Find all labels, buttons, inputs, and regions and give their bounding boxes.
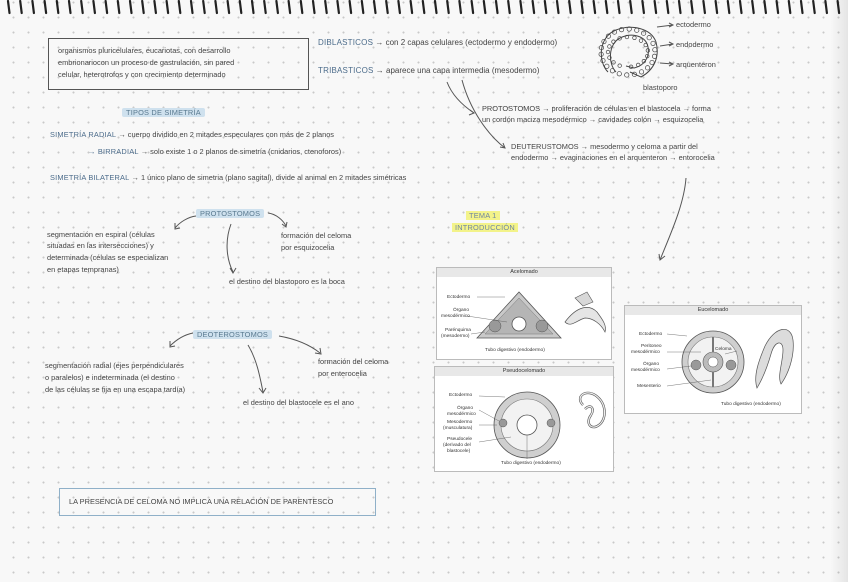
figure-pseudocelomado xyxy=(434,366,614,472)
pseudocelomado-pseudocele-2: (derivado del xyxy=(443,443,471,448)
acelomado-ectodermo: Ectodermo xyxy=(447,295,471,300)
gastrula-drawing xyxy=(596,22,666,87)
simetria-birradial-label: → BIRRADIAL xyxy=(88,147,139,156)
deuterostomos-bottom: el destino del blastocele es el ano xyxy=(243,398,354,407)
deuterostomos-map-title: DEOTEROSTOMOS xyxy=(193,330,272,340)
protostomos-left-4: en etapas tempranas) xyxy=(47,265,119,274)
simetria-bilateral-line xyxy=(50,173,406,183)
deuterostomos-top-line-1: DEUTERUSTOMOS → mesodermo y celoma a partir del xyxy=(511,142,698,151)
pseudocelomado-organo-2: mesodérmico xyxy=(447,412,476,417)
intro-definition-box xyxy=(48,38,309,90)
footer-note-text: LA PRESENCIA DE CELOMA NO IMPLICA UNA RELACIÓN DE PARENTESCO xyxy=(69,497,334,506)
simetria-bilateral-text: → 1 único plano de simetria (plano sagital), divide al animal en 2 mitades simétricas xyxy=(131,173,407,182)
deuterostomos-left-1: segmentación radial (ejes perpendiculares xyxy=(45,361,184,370)
intro-line-1: organismos pluricelulares, eucariotas, con desarrollo xyxy=(58,46,231,55)
acelomado-parenquima-2: (mesodermo) xyxy=(441,334,470,339)
acelomado-title: Acelomado xyxy=(437,268,611,277)
label-arquenteron: arquenteron xyxy=(676,60,716,69)
simetria-birradial-text: → solo existe 1 o 2 planos de simetría (cnidarios, ctenoforos) xyxy=(140,147,342,156)
protostomos-bottom: el destino del blastoporo es la boca xyxy=(229,277,345,286)
intro-line-2: embrionariocon un proceso de gastrulación, sin pared xyxy=(58,58,235,67)
tema-subtitle: INTRODUCCIÓN xyxy=(452,223,518,233)
protostomos-top-line-1: PROTOSTOMOS → proliferación de células en el blastocela → forma xyxy=(482,104,711,113)
figure-acelomado xyxy=(436,267,612,360)
eucelomado-organo-2: mesodérmico xyxy=(631,368,660,373)
eucelomado-mesenterio: Mesenterio xyxy=(637,384,661,389)
acelomado-tubo: Tubo digestivo (endodermo) xyxy=(485,348,545,353)
simetria-heading: TIPOS DE SIMETRÍA xyxy=(122,108,205,118)
simetria-radial-label: SIMETRÍA RADIAL xyxy=(50,130,117,139)
protostomos-top-line-2: un cordón maciza mesodérmico → cavidades colón → esquizocelia xyxy=(482,115,704,124)
acelomado-organo-2: mesodérmico xyxy=(441,314,470,319)
eucelomado-ectodermo: Ectodermo xyxy=(639,332,663,337)
simetria-birradial-line xyxy=(88,147,341,157)
label-ectodermo: ectodermo xyxy=(676,20,711,29)
eucelomado-celoma: Celoma xyxy=(715,347,732,352)
eucelomado-title: Eucelomado xyxy=(625,306,801,315)
diblasticos-text: → con 2 capas celulares (ectodermo y endodermo) xyxy=(375,38,558,47)
protostomos-right-1: formación del celoma xyxy=(281,231,352,240)
pseudocelomado-diagram xyxy=(435,367,613,471)
tema-title: TEMA 1 xyxy=(466,211,500,221)
acelomado-organo-1: Órgano xyxy=(453,308,469,313)
deuterostomos-right-2: por enterocelia xyxy=(318,369,367,378)
pseudocelomado-pseudocele-3: blastocele) xyxy=(447,449,471,454)
pseudocelomado-tubo: Tubo digestivo (endodermo) xyxy=(501,461,561,466)
pseudocelomado-mesodermo-2: (musculatura) xyxy=(443,426,473,431)
intro-line-3: celular, heterotrofos y con crecimiento determinado xyxy=(58,70,226,79)
simetria-radial-text: → cuerpo dividido en 2 mitades especulares con más de 2 planos xyxy=(118,130,334,139)
eucelomado-diagram xyxy=(625,306,801,413)
eucelomado-organo-1: Órgano xyxy=(643,362,659,367)
deuterostomos-left-2: o paralelos) e indeterminada (el destino xyxy=(45,373,175,382)
figure-eucelomado xyxy=(624,305,802,414)
protostomos-left-3: determinada (células se especializan xyxy=(47,253,169,262)
spiral-binding xyxy=(0,0,848,18)
pseudocelomado-pseudocele-1: Pseudocele xyxy=(447,437,473,442)
protostomos-right-2: por esquizocelia xyxy=(281,243,335,252)
tribasticos-label: TRIBASTICOS xyxy=(318,66,374,75)
tribasticos-text: → aparece una capa intermedia (mesodermo) xyxy=(375,66,540,75)
simetria-radial-line xyxy=(50,130,334,140)
eucelomado-peritoneo-1: Peritoneo xyxy=(641,344,662,349)
diblasticos-line xyxy=(318,38,557,48)
footer-note-box xyxy=(59,488,376,516)
tribasticos-line xyxy=(318,66,539,76)
protostomos-left-1: segmentación en espiral (células xyxy=(47,230,155,239)
acelomado-parenquima-1: Parénquima xyxy=(445,328,471,333)
deuterostomos-right-1: formación del celoma xyxy=(318,357,389,366)
pseudocelomado-mesodermo-1: Mesodermo xyxy=(447,420,473,425)
protostomos-left-2: situadas en las intersecciones) y xyxy=(47,241,154,250)
label-blastoporo: blastoporo xyxy=(643,83,678,92)
pseudocelomado-ectodermo: Ectodermo xyxy=(449,393,473,398)
pseudocelomado-title: Pseudocelomado xyxy=(435,367,613,376)
deuterostomos-left-3: de las células se fija en una escapa tardía) xyxy=(45,385,186,394)
pseudocelomado-organo-1: Órgano xyxy=(457,406,473,411)
deuterostomos-top-line-2: endodermo → evaginaciones en el arquenteron → entorocelia xyxy=(511,153,715,162)
simetria-bilateral-label: SIMETRÍA BILATERAL xyxy=(50,173,130,182)
eucelomado-peritoneo-2: mesodérmico xyxy=(631,350,660,355)
eucelomado-tubo: Tubo digestivo (endodermo) xyxy=(721,402,781,407)
protostomos-map-title: PROTOSTOMOS xyxy=(196,209,264,219)
diblasticos-label: DIBLASTICOS xyxy=(318,38,374,47)
label-endodermo: endodermo xyxy=(676,40,714,49)
